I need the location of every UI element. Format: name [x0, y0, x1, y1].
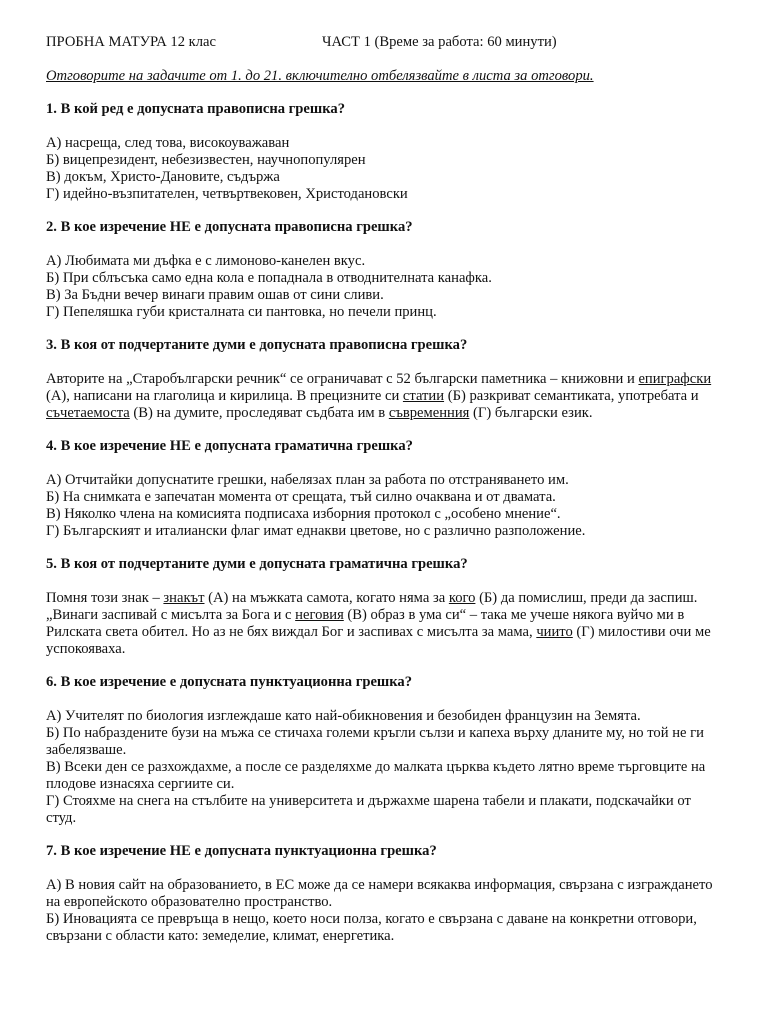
question-6 [46, 674, 722, 827]
question-5-passage [46, 590, 722, 658]
question-3 [46, 337, 722, 422]
question-2-option-c: В) За Бъдни вечер винаги правим ошав от сини сливи. [46, 287, 384, 303]
question-2 [46, 219, 722, 321]
question-6-title: 6. В кое изречение е допусната пунктуационна грешка? [46, 674, 413, 690]
question-1 [46, 101, 722, 203]
question-4 [46, 438, 722, 540]
question-1-option-a: А) насреща, след това, високоуважаван [46, 135, 290, 151]
passage-text: (Б) разкриват семантиката, употребата и [444, 388, 699, 404]
question-7-option-b: Б) Иновацията се превръща в нещо, което носи полза, когато е свързана с даване на конкретни отговори, свързани с области като: земеделие, климат, енергетика. [46, 911, 697, 944]
underlined-word-c: неговия [295, 607, 344, 623]
question-5-title: 5. В коя от подчертаните думи е допусната граматична грешка? [46, 556, 468, 572]
part-info: ЧАСТ 1 (Време за работа: 60 минути) [322, 34, 557, 50]
page-header [46, 34, 722, 51]
passage-text: (В) на думите, проследяват съдбата им в [129, 405, 389, 421]
question-4-title: 4. В кое изречение НЕ е допусната граматична грешка? [46, 438, 413, 454]
question-7 [46, 843, 722, 945]
question-4-option-b: Б) На снимката е запечатан момента от срещата, тъй силно очаквана и от двамата. [46, 489, 556, 505]
question-2-option-a: А) Любимата ми дъфка е с лимоново-канелен вкус. [46, 253, 366, 269]
question-6-option-d: Г) Стояхме на снега на стълбите на университета и държахме шарена табели и плакати, подскачайки от студ. [46, 793, 691, 826]
question-5 [46, 556, 722, 658]
question-3-passage [46, 371, 722, 422]
underlined-word-d: съвременния [388, 405, 470, 421]
question-4-option-c: В) Няколко члена на комисията подписаха изборния протокол с „особено мнение“. [46, 506, 561, 522]
passage-text: (Г) български език. [469, 405, 593, 421]
question-2-title: 2. В кое изречение НЕ е допусната правописна грешка? [46, 219, 413, 235]
exam-title: ПРОБНА МАТУРА 12 клас [46, 34, 216, 50]
question-1-option-b: Б) вицепрезидент, небезизвестен, научнопопулярен [46, 152, 366, 168]
underlined-word-b: кого [448, 590, 476, 606]
underlined-word-a: епиграфски [638, 371, 712, 387]
passage-text: (Б) да помислиш, преди да заспиш. „Винаги заспивай с мисълта за Бога и с [46, 590, 698, 623]
passage-text: Авторите на „Старобългарски речник“ се ограничават с 52 български паметника – книжовни и [46, 371, 639, 387]
question-1-title: 1. В кой ред е допусната правописна грешка? [46, 101, 346, 117]
instruction: Отговорите на задачите от 1. до 21. включително отбелязвайте в листа за отговори. [46, 68, 594, 84]
question-1-option-c: В) докъм, Христо-Дановите, съдържа [46, 169, 280, 185]
question-1-option-d: Г) идейно-възпитателен, четвъртвековен, Христодановски [46, 186, 408, 202]
passage-text: (А), написани на глаголица и кирилица. В прецизните си [46, 388, 403, 404]
question-6-option-c: В) Всеки ден се разхождахме, а после се разделяхме до малката църква където лятно време търговците на плодове изнасяха сергиите си. [46, 759, 706, 792]
question-7-title: 7. В кое изречение НЕ е допусната пунктуационна грешка? [46, 843, 437, 859]
underlined-word-d: чиито [536, 624, 573, 640]
underlined-word-a: знакът [163, 590, 205, 606]
question-3-title: 3. В коя от подчертаните думи е допусната правописна грешка? [46, 337, 468, 353]
question-4-option-d: Г) Българският и италиански флаг имат еднакви цветове, но с различно разположение. [46, 523, 586, 539]
question-4-option-a: А) Отчитайки допуснатите грешки, набелязах план за работа по отстраняването им. [46, 472, 569, 488]
question-6-option-a: А) Учителят по биология изглеждаше като най-обикновения и безобиден французин на Земята. [46, 708, 641, 724]
passage-text: (А) на мъжката самота, когато няма за [204, 590, 449, 606]
question-7-option-a: А) В новия сайт на образованието, в ЕС може да се намери всякаква информация, свързана с изграждането на европейското образователно пространство. [46, 877, 713, 910]
question-6-option-b: Б) По набраздените бузи на мъжа се стичаха големи кръгли сълзи и капеха върху дланите му, но той не ги забелязваше. [46, 725, 704, 758]
passage-text: (В) образ в ума си“ – така ме учеше някога вуйчо ми в Рилската света обител. Но аз не бях виждал Бог и заспивах с мисълта за мама, [46, 607, 685, 640]
question-2-option-b: Б) При сблъсъка само една кола е попаднала в отводнителната канафка. [46, 270, 492, 286]
passage-text: (Г) милостиви очи ме успокояваха. [46, 624, 711, 657]
question-2-option-d: Г) Пепеляшка губи кристалната си пантовка, но печели принц. [46, 304, 437, 320]
underlined-word-b: статии [402, 388, 445, 404]
underlined-word-c: съчетаемоста [46, 405, 130, 421]
passage-text: Помня този знак – [46, 590, 164, 606]
